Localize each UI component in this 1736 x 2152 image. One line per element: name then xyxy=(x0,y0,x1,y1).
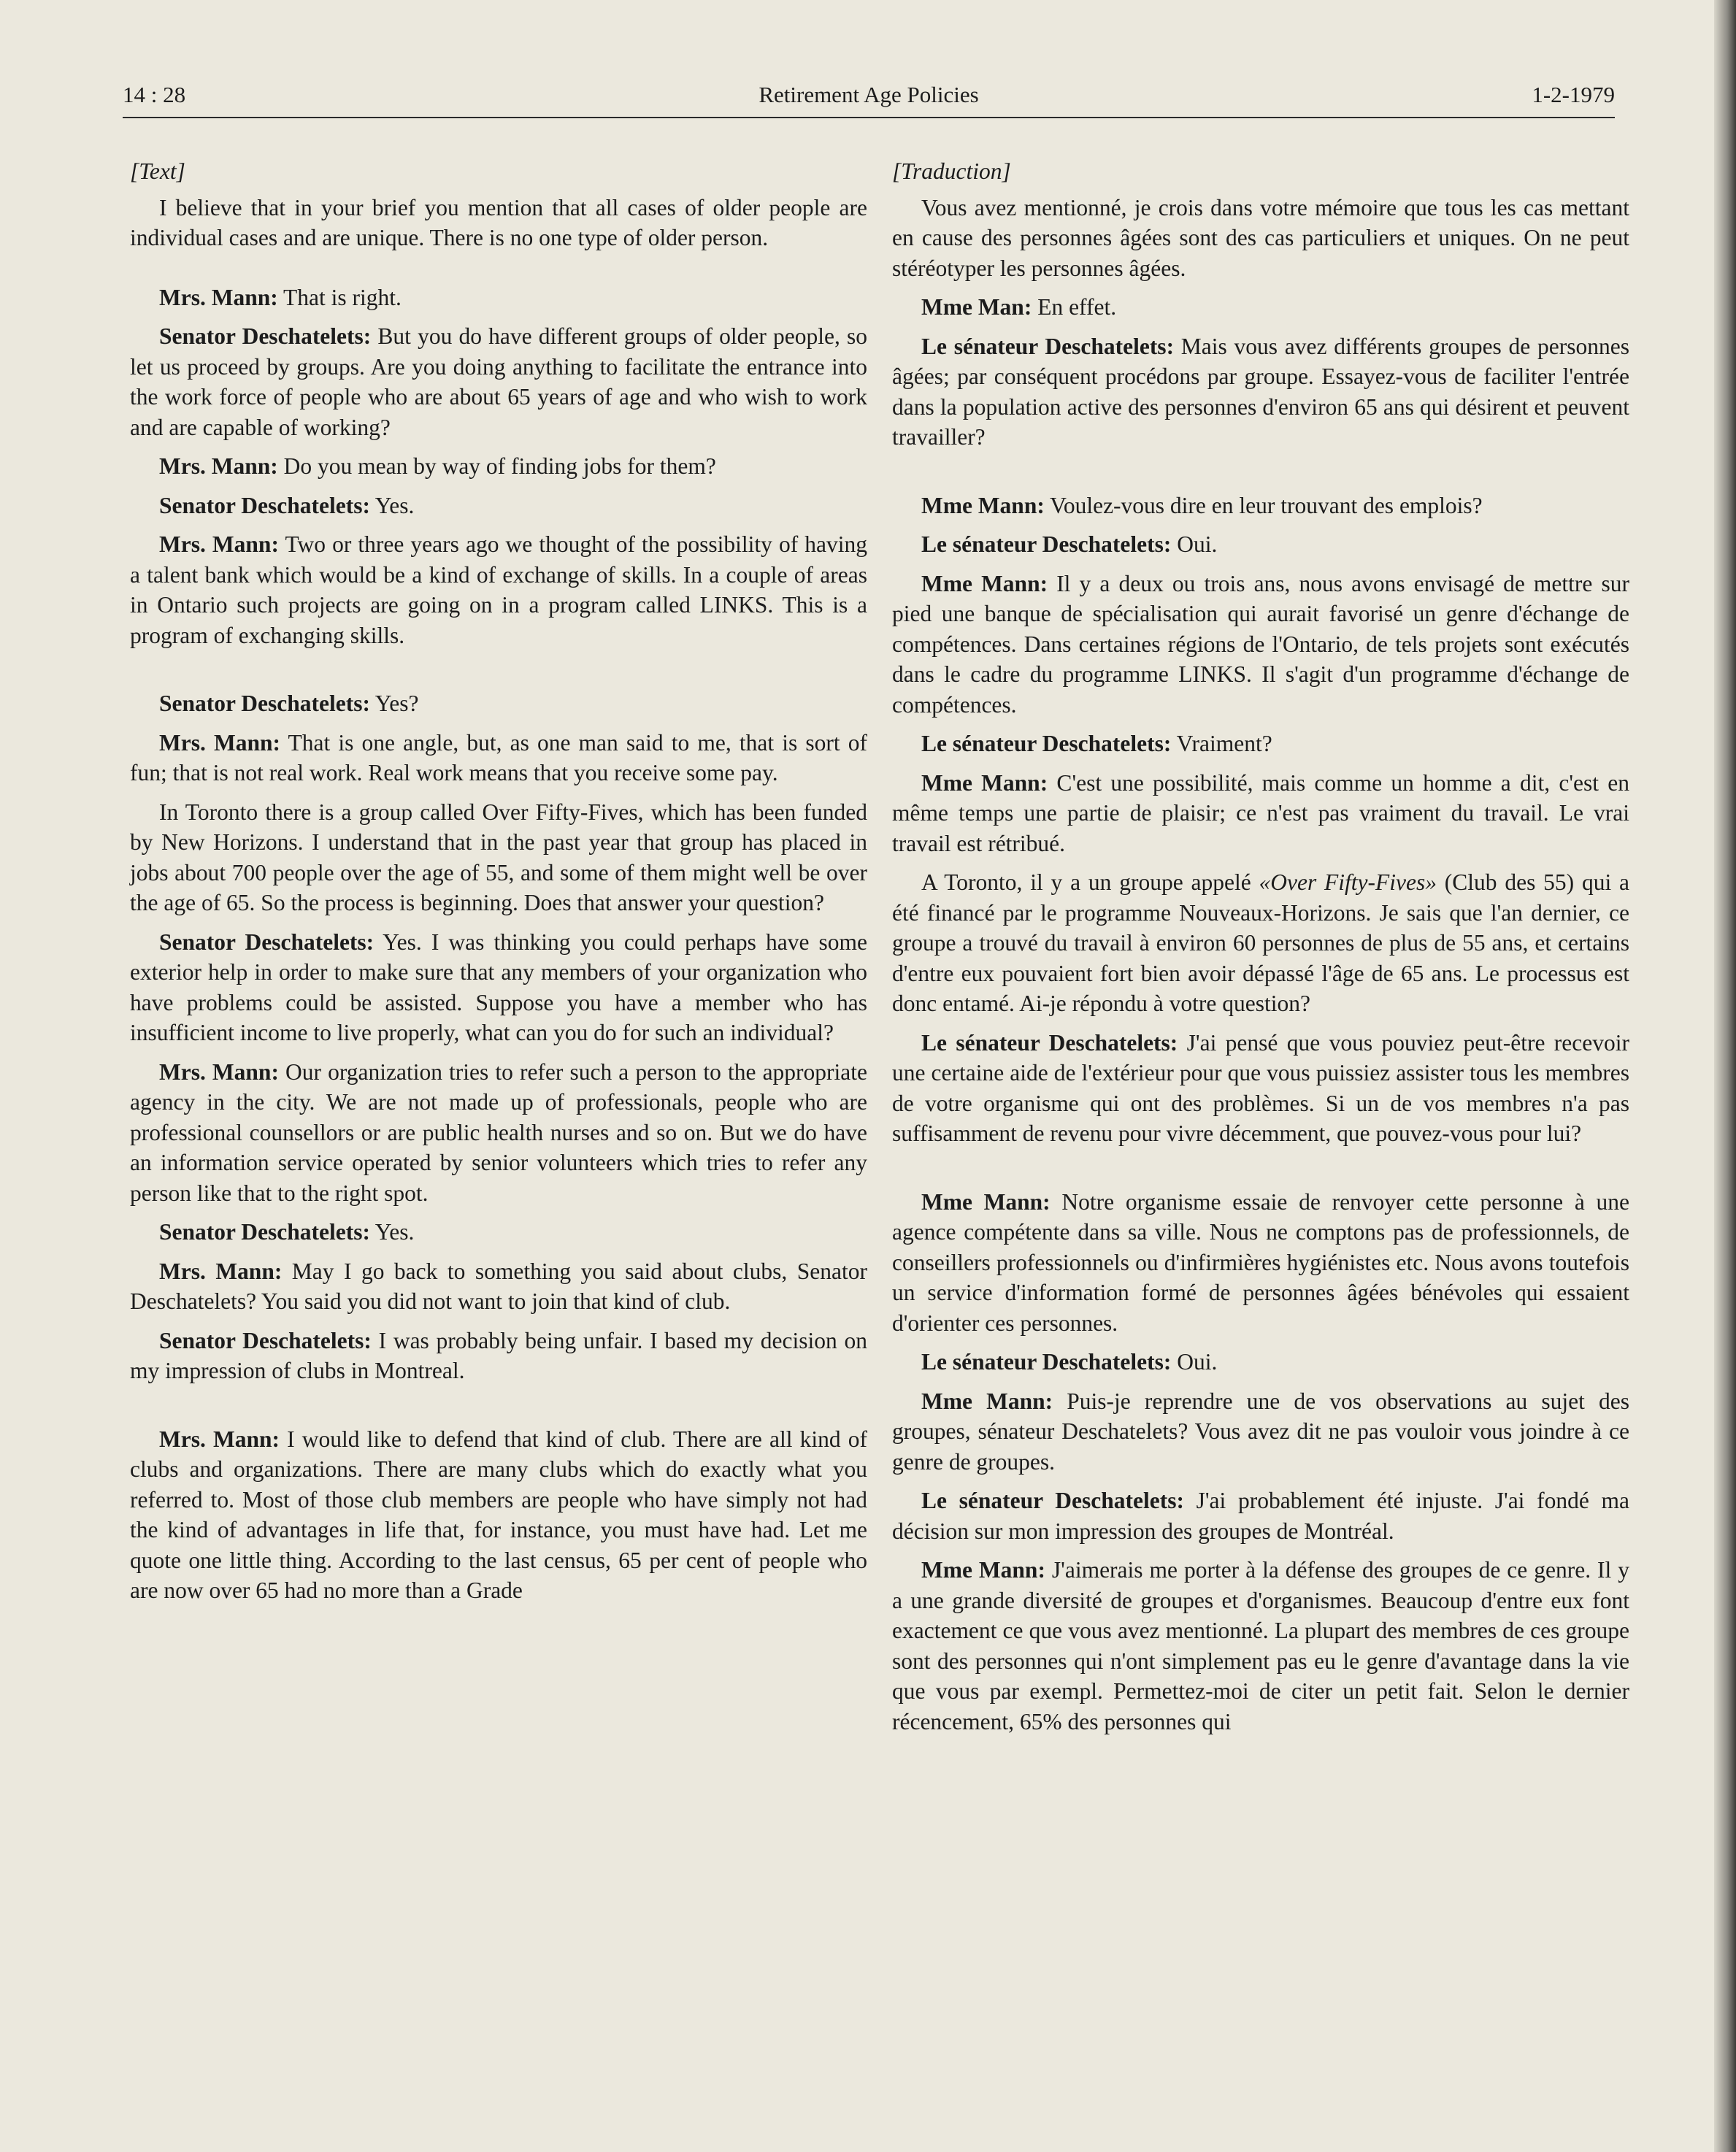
running-title: Retirement Age Policies xyxy=(758,82,979,107)
speaker: Le sénateur Deschatelets: xyxy=(921,333,1175,359)
header-rule xyxy=(123,117,1615,118)
speaker: Mrs. Mann: xyxy=(159,453,278,479)
paragraph xyxy=(892,1486,1629,1546)
speaker: Senator Deschatelets: xyxy=(159,1219,370,1245)
speaker: Mrs. Mann: xyxy=(159,1058,279,1085)
speaker: Mrs. Mann: xyxy=(159,1426,280,1452)
club-name: «Over Fifty-Fives» xyxy=(1259,869,1437,895)
speech: I would like to defend that kind of club. There are all kind of clubs and organizations. There are many clubs which do exactly what you referred to. Most of those club members are people who have simply not had the kind of advantages in life that, for instance, you must have had. Let me quote one little thing. According to the last census, 65 per cent of people who are now over 65 had no more than a Grade xyxy=(130,1426,867,1603)
speech: Do you mean by way of finding jobs for them? xyxy=(277,453,716,479)
paragraph xyxy=(892,491,1629,521)
speaker: Mme Mann: xyxy=(921,1188,1051,1215)
speaker: Mme Mann: xyxy=(921,1388,1053,1414)
french-column xyxy=(892,156,1629,1745)
speaker: Mrs. Mann: xyxy=(159,284,278,310)
page-binding-edge xyxy=(1714,0,1736,2152)
paragraph xyxy=(892,529,1629,560)
speaker: Mme Mann: xyxy=(921,492,1045,518)
paragraph xyxy=(892,1386,1629,1477)
speaker: Mme Man: xyxy=(921,294,1032,320)
paragraph xyxy=(892,729,1629,759)
speaker: Le sénateur Deschatelets: xyxy=(921,731,1172,756)
paragraph xyxy=(130,451,867,482)
speech: Puis-je reprendre une de vos observations au sujet des groupes, sénateur Deschatelets? Vous avez dit ne pas vouloir vous joindre à ce genre de groupes. xyxy=(892,1388,1629,1475)
speech: Yes. xyxy=(369,1219,415,1245)
speaker: Mrs. Mann: xyxy=(159,531,279,557)
speaker: Mrs. Mann: xyxy=(159,1258,283,1284)
speech: That is one angle, but, as one man said to me, that is sort of fun; that is not real work. Real work means that you receive some pay. xyxy=(130,729,867,785)
paragraph xyxy=(130,529,867,650)
speaker: Mme Mann: xyxy=(921,570,1048,596)
paragraph xyxy=(892,1187,1629,1339)
paragraph xyxy=(892,867,1629,1019)
speech: (Club des 55) qui a été financé par le programme Nouveaux-Horizons. Je sais que l'an dernier, ce groupe a trouvé du travail à environ 60 personnes de plus de 55 ans, et certains d'entre eux pouvaient fort bien avoir dépassé l'âge de 65 ans. Le processus est donc entamé. Ai-je répondu à votre question? xyxy=(892,869,1629,1016)
speech: C'est une possibilité, mais comme un homme a dit, c'est en même temps une partie de plaisir; ce n'est pas vraiment du travail. Le vrai travail est rétribué. xyxy=(892,769,1629,856)
speech: A Toronto, il y a un groupe appelé xyxy=(921,869,1259,895)
paragraph xyxy=(130,1424,867,1606)
speech: J'aimerais me porter à la défense des groupes de ce genre. Il y a une grande diversité de groupes et d'organismes. Beaucoup d'entre eux font exactement ce que vous avez mentionné. La plupart des membres de ces groupe sont des personnes qui n'ont simplement pas eu le genre d'avantage dans la vie que vous par exempl. Permettez-moi de citer un petit fait. Selon le dernier récencement, 65% des personnes qui xyxy=(892,1557,1629,1734)
text-tag: [Text] xyxy=(130,158,185,184)
paragraph xyxy=(892,1028,1629,1149)
page-header xyxy=(123,82,1615,118)
paragraph xyxy=(130,321,867,442)
speech: I was probably being unfair. I based my decision on my impression of clubs in Montreal. xyxy=(130,1327,867,1383)
speech: Il y a deux ou trois ans, nous avons envisagé de mettre sur pied une banque de spécialisation qui aurait favorisé un genre d'échange de compétences. Dans certaines régions de l'Ontario, de tels projets sont exécutés dans le cadre du programme LINKS. Il s'agit d'un programme d'échange de compétences. xyxy=(892,570,1629,718)
paragraph xyxy=(130,1057,867,1209)
speaker: Le sénateur Deschatelets: xyxy=(921,1488,1184,1513)
speech: Yes? xyxy=(369,691,419,716)
speech: J'ai probablement été injuste. J'ai fondé ma décision sur mon impression des groupes de Montréal. xyxy=(892,1488,1629,1544)
paragraph xyxy=(130,728,867,788)
speech: Oui. xyxy=(1171,531,1218,557)
paragraph xyxy=(130,283,867,313)
speaker: Le sénateur Deschatelets: xyxy=(921,1029,1178,1056)
paragraph xyxy=(892,768,1629,859)
header-date: 1-2-1979 xyxy=(1532,82,1615,107)
paragraph xyxy=(130,1256,867,1317)
speaker: Senator Deschatelets: xyxy=(159,691,370,716)
speech: Yes. I was thinking you could perhaps have some exterior help in order to make sure that any members of your organization who have problems could be assisted. Suppose you have a member who has insufficient income to live properly, what can you do for such an individual? xyxy=(130,929,868,1045)
speaker: Mme Mann: xyxy=(921,1557,1045,1583)
paragraph xyxy=(130,1217,867,1248)
paragraph xyxy=(892,1347,1629,1377)
paragraph xyxy=(130,927,867,1048)
english-column xyxy=(130,156,867,1615)
paragraph xyxy=(130,688,867,719)
speech: Oui. xyxy=(1171,1349,1218,1375)
speech: That is right. xyxy=(277,284,402,310)
speech: Yes. xyxy=(369,492,415,518)
speaker: Mrs. Mann: xyxy=(159,729,280,756)
speech: En effet. xyxy=(1032,294,1117,320)
paragraph xyxy=(130,491,867,521)
speaker: Senator Deschatelets: xyxy=(159,492,370,518)
paragraph xyxy=(892,292,1629,323)
paragraph xyxy=(892,569,1629,720)
speech: Our organization tries to refer such a person to the appropriate agency in the city. We are not made up of professionals, people who are professional counsellors or are public health nurses and so on. But we do have an information service operated by senior volunteers which tries to refer any person like that to the right spot. xyxy=(130,1058,868,1206)
speaker: Le sénateur Deschatelets: xyxy=(921,531,1172,557)
speaker: Senator Deschatelets: xyxy=(159,323,372,349)
speech: Mais vous avez différents groupes de personnes âgées; par conséquent procédons par groupe. Essayez-vous de faciliter l'entrée dans la population active des personnes d'environ 65 ans qui désirent et peuvent travailler? xyxy=(892,333,1629,450)
speech: J'ai pensé que vous pouviez peut-être recevoir une certaine aide de l'extérieur pour que vous puissiez assister tous les membres de votre organisme qui ont des problèmes. Si un de vos membres n'a pas suffisamment de revenu pour vivre décemment, que pouvez-vous pour lui? xyxy=(892,1029,1629,1146)
speech: Voulez-vous dire en leur trouvant des emplois? xyxy=(1044,492,1483,518)
speaker: Senator Deschatelets: xyxy=(159,1327,372,1353)
speech: May I go back to something you said about clubs, Senator Deschatelets? You said you did not want to join that kind of club. xyxy=(130,1258,867,1314)
paragraph: I believe that in your brief you mention that all cases of older people are individual cases and are unique. There is no one type of older person. xyxy=(130,194,867,250)
speech: Vraiment? xyxy=(1171,731,1272,756)
speaker: Le sénateur Deschatelets: xyxy=(921,1349,1172,1375)
speech: But you do have different groups of older people, so let us proceed by groups. Are you doing anything to facilitate the entrance into the work force of people who are about 65 years of age and who wish to work and are capable of working? xyxy=(130,323,867,440)
traduction-tag: [Traduction] xyxy=(892,158,1011,184)
paragraph: Vous avez mentionné, je crois dans votre mémoire que tous les cas mettant en cause des personnes âgées sont des cas particuliers et uniques. On ne peut stéréotyper les personnes âgées. xyxy=(892,194,1629,281)
paragraph: In Toronto there is a group called Over Fifty-Fives, which has been funded by New Horizons. I understand that in the past year that group has placed in jobs about 700 people over the age of 55, and some of them might well be over the age of 65. So the process is beginning. Does that answer your question? xyxy=(130,799,867,915)
paragraph xyxy=(892,1555,1629,1737)
speech: Notre organisme essaie de renvoyer cette personne à une agence compétente dans sa ville. Nous ne comptons pas de professionnels, de conseillers professionnels ou d'infirmières hygiénistes etc. Nous avons toutefois un service d'information formé de personnes âgées bénévoles qui essaient d'orienter ces personnes. xyxy=(892,1188,1629,1336)
paragraph xyxy=(892,331,1629,453)
page-number: 14 : 28 xyxy=(123,82,186,107)
paragraph xyxy=(130,1326,867,1386)
speaker: Mme Mann: xyxy=(921,769,1048,796)
speech: Two or three years ago we thought of the possibility of having a talent bank which would be a kind of exchange of skills. In a couple of areas in Ontario such projects are going on in a program called LINKS. This is a program of exchanging skills. xyxy=(130,531,867,648)
speaker: Senator Deschatelets: xyxy=(159,929,375,955)
